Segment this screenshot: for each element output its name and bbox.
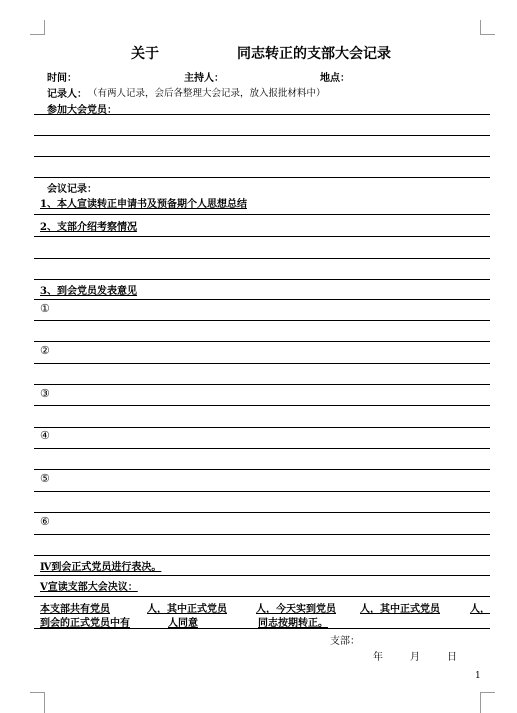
page-corner-mark-top-right — [480, 20, 495, 35]
resolution-text: 人同意 — [168, 618, 198, 629]
divider-line — [34, 156, 490, 157]
opinion-marker-5: ⑤ — [40, 472, 50, 485]
date-month-label: 月 — [410, 652, 420, 663]
section-5-heading: Ⅴ宣读支部大会决议： — [40, 582, 138, 593]
time-label: 时间： — [47, 73, 77, 84]
recorder-label: 记录人： — [47, 89, 87, 100]
divider-line — [34, 279, 490, 280]
divider-line — [34, 299, 490, 300]
resolution-text: 到会的正式党员中有 — [40, 618, 130, 629]
page-corner-mark-bottom-left — [30, 692, 45, 713]
date-year-label: 年 — [373, 652, 383, 663]
page-number: 1 — [475, 671, 481, 681]
section-1-heading: 1、本人宣读转正申请书及预备期个人思想总结 — [40, 199, 247, 210]
divider-line — [34, 114, 490, 115]
divider-line — [34, 628, 490, 629]
opinion-marker-1: ① — [40, 302, 50, 315]
divider-line — [34, 427, 490, 428]
opinion-marker-4: ④ — [40, 429, 50, 442]
divider-line — [34, 384, 490, 385]
page-corner-mark-top-left — [30, 20, 45, 35]
divider-line — [34, 258, 490, 259]
divider-line — [34, 405, 490, 406]
title-suffix: 同志转正的支部大会记录 — [237, 46, 391, 62]
divider-line — [34, 491, 490, 492]
divider-line — [34, 214, 490, 215]
resolution-text: 同志按期转正。 — [258, 618, 328, 629]
divider-line — [34, 341, 490, 342]
divider-line — [34, 363, 490, 364]
resolution-text: 人，其中正式党员 — [360, 604, 440, 615]
place-label: 地点： — [320, 73, 350, 84]
date-day-label: 日 — [447, 652, 457, 663]
divider-line — [34, 320, 490, 321]
divider-line — [34, 575, 490, 576]
divider-line — [34, 448, 490, 449]
section-4-heading: Ⅳ到会正式党员进行表决。 — [40, 562, 162, 573]
section-2-heading: 2、支部介绍考察情况 — [40, 222, 137, 233]
divider-line — [34, 135, 490, 136]
opinion-marker-6: ⑥ — [40, 515, 50, 528]
divider-line — [34, 534, 490, 535]
resolution-text: 人，今天实到党员 — [256, 604, 336, 615]
resolution-text: 人， — [470, 604, 490, 615]
page-corner-mark-bottom-right — [480, 692, 495, 713]
resolution-text: 本支部共有党员 — [40, 604, 110, 615]
minutes-label: 会议记录： — [47, 184, 97, 195]
attendees-label: 参加大会党员： — [47, 105, 117, 116]
divider-line — [34, 555, 490, 556]
section-3-heading: 3、到会党员发表意见 — [40, 286, 137, 297]
divider-line — [34, 596, 490, 597]
divider-line — [34, 236, 490, 237]
divider-line — [34, 512, 490, 513]
host-label: 主持人： — [184, 73, 224, 84]
divider-line — [34, 177, 490, 178]
opinion-marker-2: ② — [40, 344, 50, 357]
resolution-text: 人，其中正式党员 — [147, 604, 227, 615]
opinion-marker-3: ③ — [40, 387, 50, 400]
branch-signature-label: 支部： — [330, 636, 360, 647]
divider-line — [34, 469, 490, 470]
recorder-note: （有两人记录，会后各整理大会记录，放入报批材料中） — [88, 88, 326, 99]
title-prefix: 关于 — [131, 46, 159, 62]
